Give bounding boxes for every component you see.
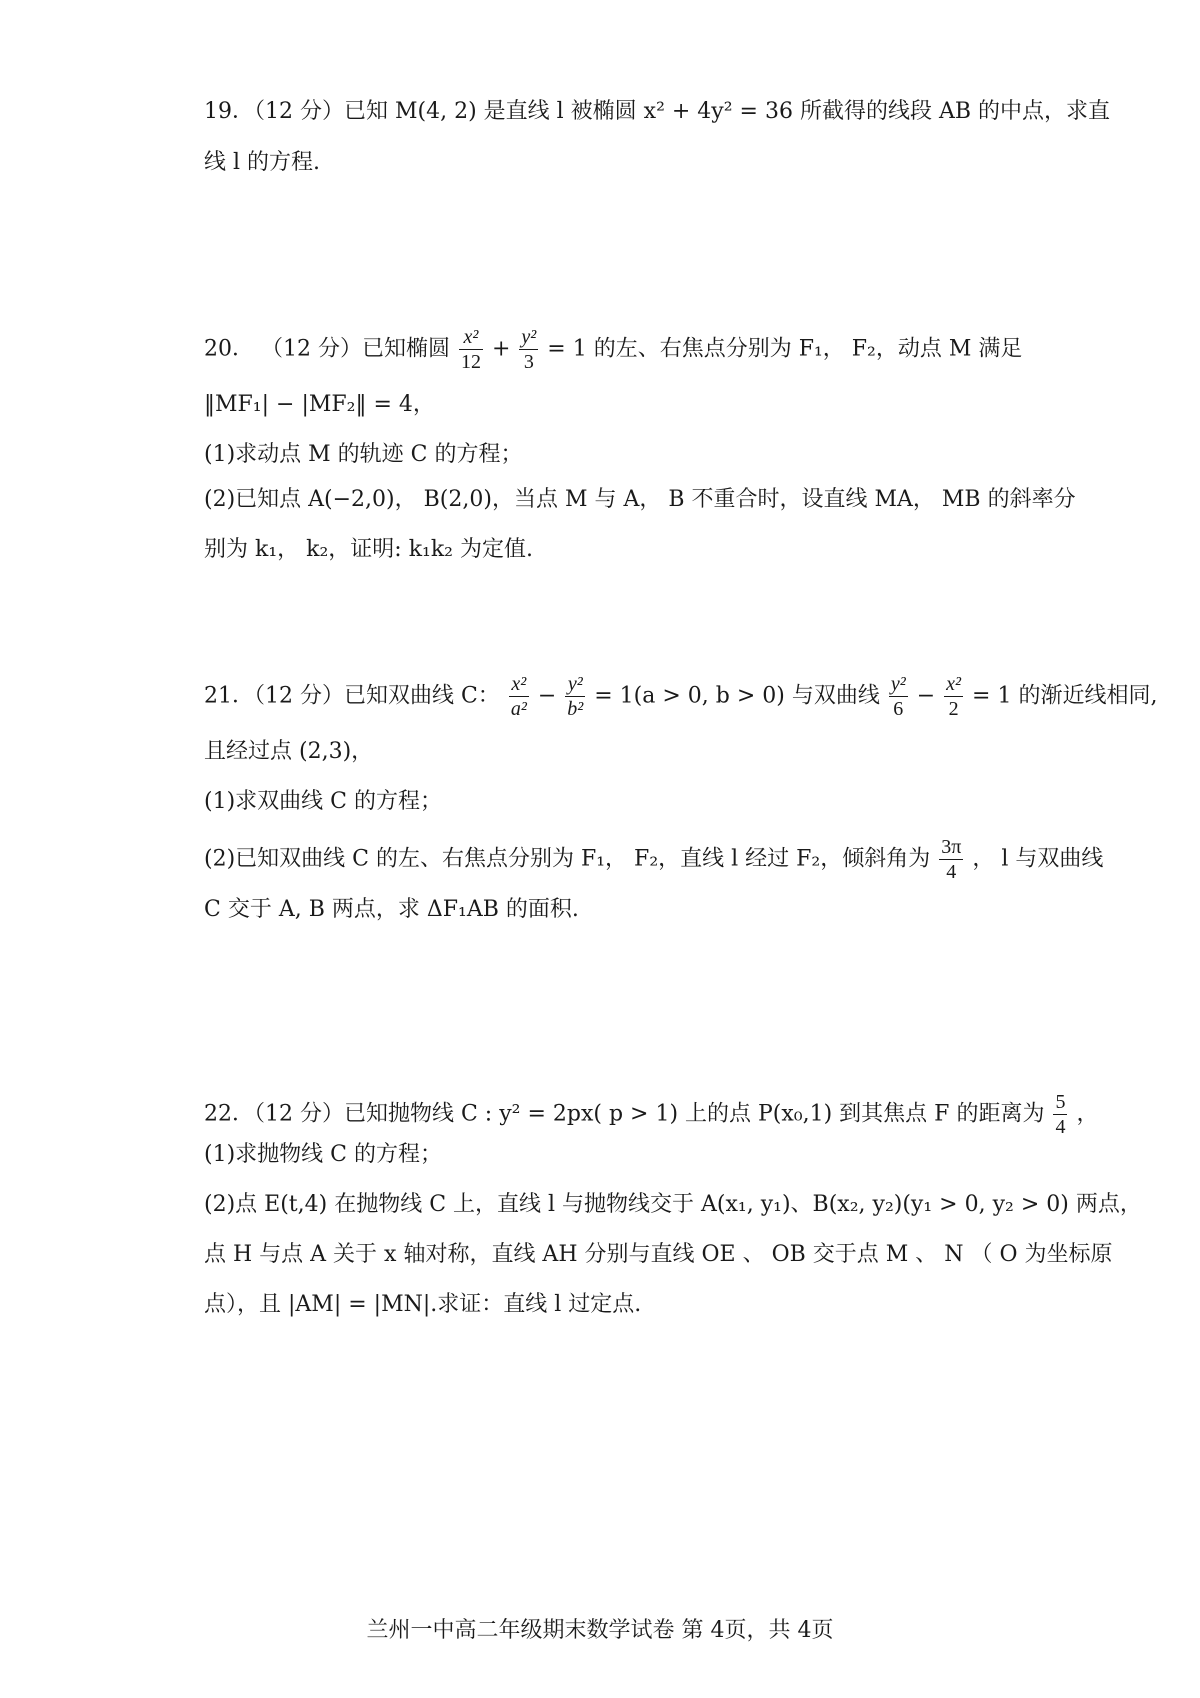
q21-mid: = 1(a > 0, b > 0) 与双曲线 bbox=[594, 683, 880, 709]
q20-rest: = 1 的左、右焦点分别为 F₁， F₂，动点 M 满足 bbox=[547, 336, 1023, 362]
q21-line-1 bbox=[204, 672, 1157, 721]
q21-frac4-num: x² bbox=[946, 673, 962, 695]
q20-fraction-2 bbox=[519, 325, 538, 374]
q21-frac2-num: y² bbox=[565, 672, 585, 697]
q21-line-4 bbox=[204, 835, 1103, 884]
q20-line-1 bbox=[204, 325, 1022, 374]
page-footer: 兰州一中高二年级期末数学试卷 第 4页，共 4页 bbox=[366, 1618, 834, 1643]
q20-line-5: 别为 k₁， k₂，证明: k₁k₂ 为定值. bbox=[204, 537, 533, 562]
q21-part2-text: (2)已知双曲线 C 的左、右焦点分别为 F₁， F₂，直线 l 经过 F₂，倾斜角为 bbox=[204, 846, 931, 872]
q21-frac1-num: x² bbox=[509, 672, 529, 697]
q22-line-1 bbox=[204, 1090, 1098, 1139]
q21-minus-1: − bbox=[537, 683, 557, 709]
q21-end: = 1 的渐近线相同, bbox=[972, 683, 1158, 709]
q21-frac2-den: b² bbox=[567, 698, 584, 720]
q22-line-4: 点 H 与点 A 关于 x 轴对称，直线 AH 分别与直线 OE 、 OB 交于点 M 、 N （ O 为坐标原 bbox=[204, 1242, 1113, 1267]
q22-fraction-1 bbox=[1053, 1090, 1067, 1139]
q22-frac1-num: 5 bbox=[1055, 1091, 1066, 1113]
q21-part2-end: ， l 与双曲线 bbox=[972, 846, 1104, 872]
q21-frac5-num: 3π bbox=[941, 836, 962, 858]
q21-frac1-den: a² bbox=[510, 698, 527, 720]
q21-line-2: 且经过点 (2,3)， bbox=[204, 739, 374, 764]
q20-line-2: ‖MF₁| − |MF₂‖ = 4， bbox=[204, 392, 435, 417]
q20-frac2-den: 3 bbox=[523, 351, 534, 373]
q21-line-5: C 交于 A, B 两点，求 ΔF₁AB 的面积. bbox=[204, 897, 579, 922]
q20-fraction-1 bbox=[459, 325, 483, 374]
q20-frac1-num: x² bbox=[459, 325, 483, 350]
q21-fraction-1 bbox=[509, 672, 529, 721]
q21-frac3-den: 6 bbox=[893, 698, 904, 720]
q20-frac2-num: y² bbox=[521, 326, 537, 348]
q22-frac1-den: 4 bbox=[1055, 1116, 1066, 1138]
q19-line-2: 线 l 的方程. bbox=[204, 150, 321, 175]
q20-plus: + bbox=[491, 336, 511, 362]
q20-frac1-den: 12 bbox=[460, 351, 481, 373]
q21-fraction-4 bbox=[944, 672, 963, 721]
q22-line-2: (1)求抛物线 C 的方程； bbox=[204, 1142, 442, 1167]
q20-line-4: (2)已知点 A(−2,0)， B(2,0)，当点 M 与 A， B 不重合时，设直线 MA， MB 的斜率分 bbox=[204, 487, 1076, 512]
q21-frac5-den: 4 bbox=[946, 861, 957, 883]
q21-frac3-num: y² bbox=[890, 673, 906, 695]
q21-line-3: (1)求双曲线 C 的方程； bbox=[204, 789, 442, 814]
q21-fraction-5 bbox=[939, 835, 963, 884]
q22-intro: 22．（12 分）已知抛物线 C : y² = 2px( p > 1) 上的点 P(x₀,1) 到其焦点 F 的距离为 bbox=[204, 1101, 1045, 1127]
q22-line-5: 点），且 |AM| = |MN|.求证：直线 l 过定点. bbox=[204, 1292, 642, 1317]
q22-intro-end: ， bbox=[1076, 1101, 1099, 1127]
q20-line-3: (1)求动点 M 的轨迹 C 的方程； bbox=[204, 442, 523, 467]
q21-frac4-den: 2 bbox=[948, 698, 959, 720]
q21-intro: 21．（12 分）已知双曲线 C： bbox=[204, 683, 500, 709]
q20-intro: 20． （12 分）已知椭圆 bbox=[204, 336, 450, 362]
q21-fraction-3 bbox=[889, 672, 908, 721]
q19-line-1: 19．（12 分）已知 M(4, 2) 是直线 l 被椭圆 x² + 4y² = 36 所截得的线段 AB 的中点，求直 bbox=[204, 99, 1110, 124]
q21-fraction-2 bbox=[565, 672, 585, 721]
q21-minus-2: − bbox=[916, 683, 936, 709]
q22-line-3: (2)点 E(t,4) 在抛物线 C 上，直线 l 与抛物线交于 A(x₁, y₁)、B(x₂, y₂)(y₁ > 0, y₂ > 0) 两点， bbox=[204, 1192, 1142, 1217]
